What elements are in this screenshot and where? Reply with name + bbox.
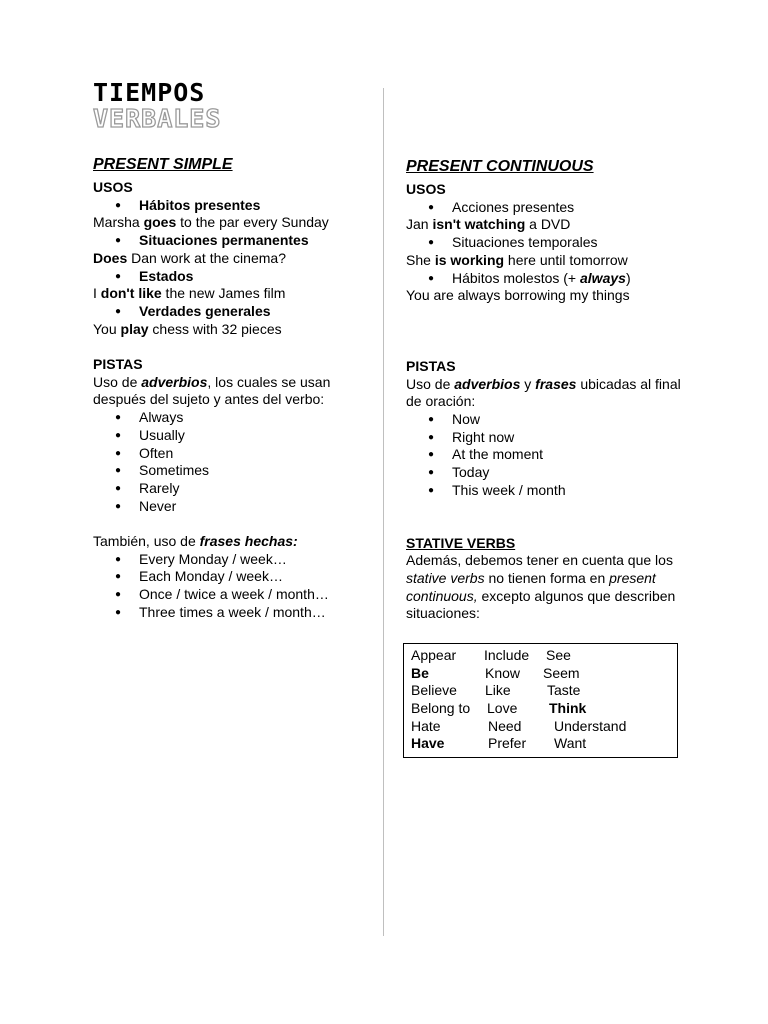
table-cell: Think [549,700,587,717]
usos-bullet-list [93,268,378,286]
list-item: ● Now [406,411,691,429]
list-item: ● Situaciones permanentes [93,232,378,250]
table-cell: Appear [411,647,457,663]
frases-list [93,551,378,622]
table-row [404,718,677,736]
list-item: ● Situaciones temporales [406,234,691,252]
table-cell: See [546,647,571,663]
example-sentence: Jan isn't watching a DVD [406,216,571,233]
list-item: ● Rarely [93,480,378,498]
list-item: ● Each Monday / week… [93,568,378,586]
list-item: ● At the moment [406,446,691,464]
usos-bullet-list [406,270,691,288]
usos-bullet-list [93,197,378,215]
table-cell: Prefer [488,735,527,752]
title-line-2: VERBALES [93,104,222,133]
list-item: ● This week / month [406,482,691,500]
table-cell: Want [554,735,587,752]
pistas-heading: PISTAS [93,356,143,373]
table-row [404,682,677,700]
table-cell: Need [488,717,522,734]
list-item: ● Every Monday / week… [93,551,378,569]
list-item: ● Always [93,409,378,427]
list-item: ● Once / twice a week / month… [93,586,378,604]
table-cell: Like [485,682,511,699]
table-row [404,647,677,665]
section-title-present-simple: PRESENT SIMPLE [93,156,233,173]
section-title-present-continuous: PRESENT CONTINUOUS [406,158,594,175]
table-cell: Hate [411,717,441,734]
table-cell: Have [411,735,445,752]
stative-verbs-table [403,643,678,758]
list-item: ● Never [93,498,378,516]
usos-bullet-list [406,234,691,252]
table-cell: Love [487,700,518,717]
pistas-intro: Uso de adverbios, los cuales se usan después del sujeto y antes del verbo: [93,373,331,408]
table-cell: Know [485,664,521,681]
example-sentence: You play chess with 32 pieces [93,320,282,337]
list-item: ● Verdades generales [93,303,378,321]
table-cell: Be [411,664,429,681]
pistas-intro: Uso de adverbios y frases ubicadas al final de oración: [406,375,681,410]
list-item: ● Today [406,464,691,482]
usos-bullet-list [406,199,691,217]
usos-bullet-list [93,303,378,321]
table-cell: Belong to [411,700,471,717]
present-continuous-column [406,157,691,623]
expressions-list [406,411,691,500]
table-cell: Understand [554,717,627,734]
list-item: ● Sometimes [93,462,378,480]
list-item: ● Hábitos molestos (+ always) [406,270,691,288]
pistas-heading: PISTAS [406,357,456,374]
table-row [404,665,677,683]
example-sentence: I don't like the new James film [93,285,286,302]
example-sentence: You are always borrowing my things [406,287,630,304]
example-sentence: Marsha goes to the par every Sunday [93,214,329,231]
tambien-text: También, uso de frases hechas: [93,533,298,550]
stative-verbs-text: Además, debemos tener en cuenta que los stative verbs no tienen forma en present continuous, excepto algunos que describen situaciones: [406,552,676,622]
table-cell: Believe [411,682,457,699]
stative-verbs-heading: STATIVE VERBS [406,534,516,551]
table-cell: Seem [543,664,580,681]
column-divider [383,88,384,936]
present-simple-column [93,155,378,622]
list-item: ● Estados [93,268,378,286]
list-item: ● Right now [406,429,691,447]
usos-heading: USOS [93,179,133,195]
usos-heading: USOS [406,181,446,197]
list-item: ● Often [93,445,378,463]
example-sentence: She is working here until tomorrow [406,251,628,268]
table-row [404,700,677,718]
list-item: ● Usually [93,427,378,445]
usos-bullet-list [93,232,378,250]
table-cell: Taste [547,682,581,699]
title-line-1: TIEMPOS [93,78,206,107]
example-sentence: Does Dan work at the cinema? [93,249,286,266]
list-item: ● Acciones presentes [406,199,691,217]
document-title [93,80,221,132]
list-item: ● Hábitos presentes [93,197,378,215]
adverbs-list [93,409,378,515]
table-row [404,735,677,753]
list-item: ● Three times a week / month… [93,604,378,622]
table-cell: Include [484,647,530,663]
